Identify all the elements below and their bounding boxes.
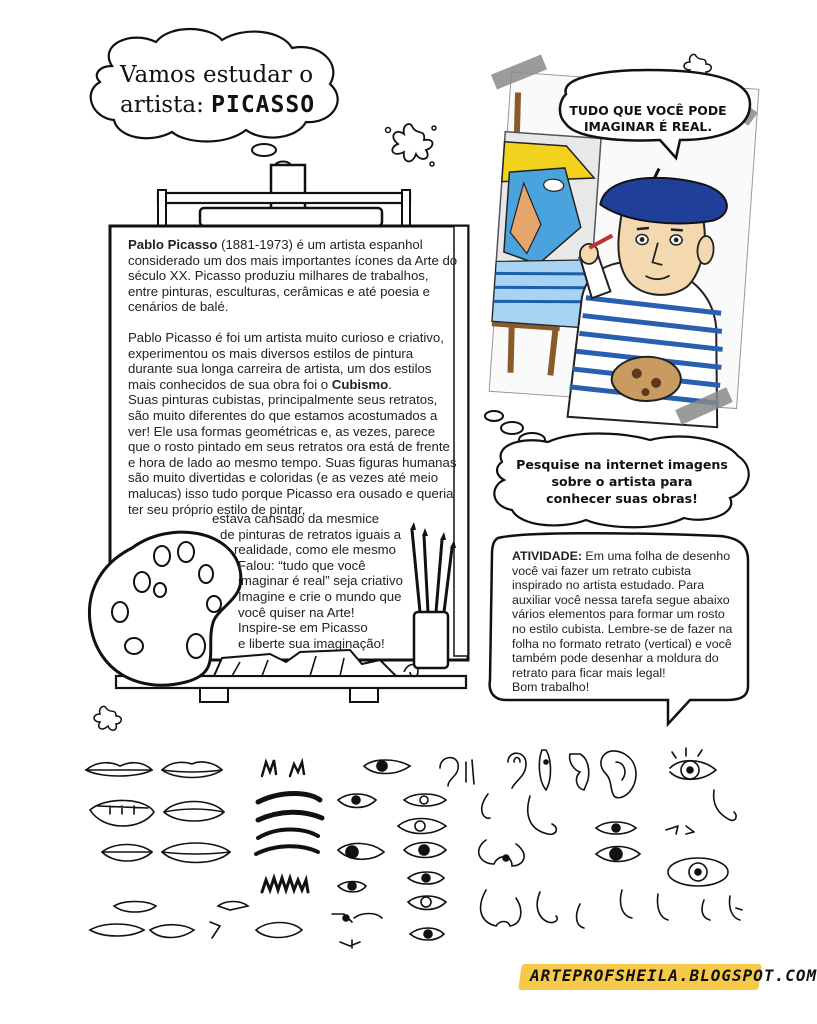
eye-icon [666, 826, 694, 834]
title-line-1: Vamos estudar o [120, 62, 314, 88]
eye-icon [364, 760, 410, 774]
nose-icon [481, 890, 521, 926]
bio-p2-end: . [388, 376, 392, 392]
eye-icon [408, 896, 446, 910]
lips-icon [210, 922, 302, 938]
research-line-1: Pesquise na internet imagens [516, 457, 728, 472]
nose-icon [729, 896, 742, 920]
lips-icon [90, 924, 194, 938]
research-line-3: conhecer suas obras! [546, 491, 698, 506]
ear-icon [539, 750, 550, 790]
eye-icon [338, 843, 384, 859]
lips-icon [114, 902, 156, 913]
eyebrow-icon [256, 794, 322, 855]
research-line-2: sobre o artista para [551, 474, 693, 489]
bio-tail-line: estava cansado da mesmice [212, 511, 380, 526]
quote-line-2: IMAGINAR É REAL. [583, 119, 713, 134]
eye-icon [332, 914, 382, 923]
lips-icon [162, 762, 222, 778]
lips-icon [102, 845, 152, 862]
bio-tail-line: Falou: “tudo que você [238, 557, 366, 573]
bio-p1-text: (1881-1973) é um artista espanhol considerado um dos mais importantes ícones da Arte do século XX. Picasso produziu milhares de trabalhos, entre pinturas, esculturas, cerâmicas e até poesia e cenários de balé. [128, 237, 458, 315]
ear-icon [601, 751, 636, 798]
activity-label: ATIVIDADE: [512, 549, 582, 563]
eye-icon [338, 794, 376, 808]
activity-instructions: Em uma folha de desenho você vai fazer um retrato cubista inspirado no artista estudado. Para auxiliar você nessa tarefa segue abaixo vários elementos para formar um rosto no estilo cubista. Lembre-se de fazer na folha no formato retrato (vertical) e você também pode desenhar a moldura do retrato para ficar mais legal! [512, 549, 733, 680]
ear-icon [570, 754, 589, 790]
title-artist-name: PICASSO [211, 92, 316, 118]
nose-icon [479, 840, 524, 866]
footer-blog-url: ARTEPROFSHEILA.BLOGSPOT.COM [530, 966, 817, 985]
ear-icon [440, 758, 474, 786]
nose-icon [657, 894, 668, 920]
nose-icon [482, 794, 490, 818]
eye-icon [596, 847, 640, 862]
bio-cubism: Cubismo [331, 376, 389, 392]
bio-tail-line: você quiser na Arte! [238, 604, 355, 620]
activity-text [512, 549, 738, 695]
eye-icon [404, 843, 446, 858]
quote-line-1: TUDO QUE VOCÊ PODE [569, 103, 727, 118]
eye-icon [668, 858, 728, 886]
nose-icon [702, 900, 710, 920]
bio-tail-line: Imagine e crie o mundo que [238, 588, 402, 604]
eye-icon [670, 748, 716, 779]
bio-tail-line: imaginar é real” seja criativo [238, 573, 403, 589]
eye-icon [340, 940, 360, 948]
eye-icon [410, 928, 444, 940]
bio-paragraph-3: Suas pinturas cubistas, principalmente seus retratos, são muito diferentes do que estamos acostumados a ver! Ele usa formas geométricas e, as vezes, parece que o rosto pintado em seus retratos ora está de frente e hora de lado ao mesmo tempo. Suas figuras humanas são muito divertidas e coloridas (e as vezes até meio malucas) isso tudo porque Picasso era ousado e queria ter seu próprio estilo de pintar, [128, 392, 457, 517]
eye-icon [404, 794, 446, 806]
bio-tail-line: Inspire-se em Picasso [238, 620, 368, 636]
nose-icon [620, 890, 632, 918]
lips-icon [162, 843, 230, 863]
nose-icon [537, 892, 557, 923]
bio-tail-line: de pinturas de retratos iguais a [220, 526, 402, 542]
nose-icon [577, 904, 584, 928]
lips-icon [86, 763, 152, 776]
activity-closing: Bom trabalho! [512, 680, 590, 695]
teeth-mouth-icon [90, 800, 154, 826]
lips-icon [218, 902, 248, 911]
eyelash-icon [262, 760, 304, 776]
eye-icon [408, 872, 444, 884]
eye-icon [398, 819, 446, 834]
eye-icon [596, 822, 636, 834]
ear-icon [508, 753, 526, 788]
bio-artist-name: Pablo Picasso [128, 237, 218, 252]
face-parts-sheet [0, 740, 817, 1000]
bio-p2-text: Pablo Picasso é foi um artista muito curioso e criativo, experimentou os mais diversos estilos de pintura durante sua longa carreira de artista, um dos estilos mais conhecidos de sua obra foi o [128, 329, 444, 392]
nose-icon [714, 790, 736, 820]
eye-icon [338, 882, 366, 893]
nose-icon [528, 796, 557, 834]
bio-tail-line: e liberte sua imaginação! [238, 635, 385, 651]
title-prefix: artista: [120, 92, 212, 118]
mustache-icon [262, 878, 308, 892]
bio-tail-line: realidade, como ele mesmo [234, 542, 396, 558]
lips-icon [164, 802, 224, 822]
